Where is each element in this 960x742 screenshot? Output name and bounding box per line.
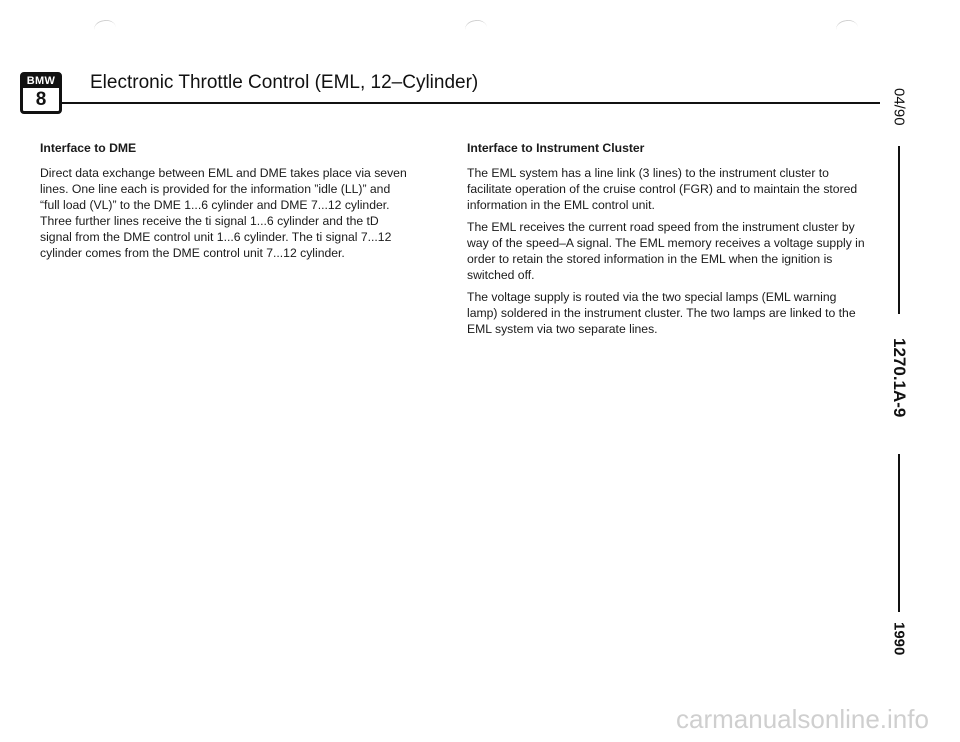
right-column [467,140,867,343]
left-paragraph: Direct data exchange between EML and DME takes place via seven lines. One line each is provided for the information ”idle (LL)” and “full load (VL)” to the DME 1...6 cylinder and DME 7...12 cylinder. Three further lines receive the ti signal 1...6 cylinder and the tD signal from the DME control unit 1...6 cylinder. The ti signal 7...12 cylinder comes from the DME control unit 7...12 cylinder. [40,166,407,260]
sidebar-line [898,454,900,612]
punch-mark-right [835,19,859,39]
right-paragraph: The voltage supply is routed via the two special lamps (EML warning lamp) soldered in the instrument cluster. The two lamps are linked to the EML system via two separate lines. [467,290,856,336]
sidebar-year [884,622,914,655]
right-heading: Interface to Instrument Cluster [467,141,645,155]
bmw-logo [20,72,62,114]
watermark: carmanualsonline.info [676,704,929,734]
punch-mark-center [464,19,488,39]
right-paragraph: The EML receives the current road speed from the instrument cluster by way of the speed–A signal. The EML memory receives a voltage supply in order to retain the stored information in the EML when the ignition is switched off. [467,220,865,282]
sidebar-year-text: 1990 [890,622,908,656]
sidebar-date [884,88,914,126]
right-paragraph: The EML system has a line link (3 lines) to the instrument cluster to facilitate operation of the cruise control (FGR) and to maintain the stored information in the EML control unit. [467,166,858,212]
header-rule [62,102,880,104]
sidebar-page-code [884,338,914,417]
left-column [40,140,410,267]
sidebar-page-code-text: 1270.1A-9 [890,338,909,418]
logo-brand: BMW [23,75,59,88]
left-heading: Interface to DME [40,141,137,155]
page-title: Electronic Throttle Control (EML, 12–Cylinder) [90,72,479,93]
punch-mark-left [93,19,117,39]
sidebar-date-text: 04/90 [890,88,908,126]
logo-series: 8 [35,89,47,110]
sidebar-line [898,146,900,314]
